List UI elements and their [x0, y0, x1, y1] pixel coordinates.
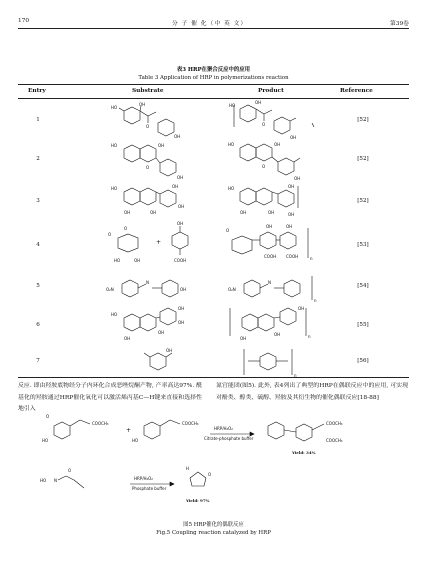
col-header-reference: Reference	[340, 88, 373, 94]
substrate-structure-5	[106, 272, 206, 306]
atom-label: OH	[288, 212, 295, 217]
atom-label: OH	[288, 184, 295, 189]
figure-caption-cn: 图5 HRP催化的偶联反应	[183, 522, 244, 528]
page-number: 170	[18, 18, 30, 24]
atom-label: O	[262, 164, 266, 169]
atom-label: HO	[132, 438, 139, 443]
subscript-n: n	[314, 298, 317, 303]
header-rule	[18, 28, 409, 29]
subscript-n: n	[294, 373, 297, 378]
atom-label: H	[186, 466, 190, 471]
atom-label: O	[208, 472, 212, 477]
atom-label: HO	[111, 143, 118, 148]
reference: [55]	[357, 322, 369, 328]
reagent-label: HRP/H₂O₂	[134, 476, 153, 481]
body-text-left: 反应. 即由羟胺底物经分子内环化合成恶唑烷酮产物, 产率高达97%. 酰基化的羟胺通过HRP催化氧化可以激活烯丙基C—H键来直接和选择性地引入	[18, 383, 202, 413]
atom-label: OH	[266, 224, 273, 229]
table-bottom-rule	[18, 377, 409, 378]
product-structure-7	[238, 345, 318, 385]
atom-label: OH	[178, 320, 185, 325]
atom-label: N	[54, 478, 57, 483]
reference: [52]	[357, 198, 369, 204]
atom-label: COOCH₃	[326, 438, 343, 443]
entry-number: 2	[36, 156, 40, 162]
entry-number: 6	[36, 322, 40, 328]
reagent-label: HRP/H₂O₂	[214, 426, 233, 431]
col-header-product: Product	[258, 88, 284, 94]
atom-label: HO	[229, 103, 236, 108]
atom-label: OH	[177, 175, 184, 180]
atom-label: OH	[158, 143, 165, 148]
reference: [54]	[357, 283, 369, 289]
atom-label: OH	[158, 330, 165, 335]
atom-label: O	[46, 414, 50, 419]
plus-sign: +	[156, 239, 162, 246]
atom-label: N	[146, 280, 149, 285]
atom-label: HO	[111, 312, 118, 317]
atom-label: OH	[180, 287, 187, 292]
entry-number: 1	[36, 117, 40, 123]
atom-label: HO	[114, 258, 121, 263]
atom-label: OH	[255, 100, 262, 105]
atom-label: COOH	[174, 258, 187, 263]
atom-label: OH	[139, 102, 146, 107]
atom-label: OH	[298, 306, 305, 311]
atom-label: HO	[228, 142, 235, 147]
entry-number: 7	[36, 358, 40, 364]
journal-name: 分 子 催 化（中 英 文）	[171, 21, 248, 27]
atom-label: OH	[124, 210, 131, 215]
atom-label: OH	[240, 336, 247, 341]
atom-label: OH	[172, 184, 179, 189]
volume-number: 第39卷	[390, 21, 409, 27]
buffer-label: Citrate-phosphate buffer	[204, 436, 254, 441]
substrate-structure-4	[104, 222, 204, 274]
subscript-n: n	[310, 256, 313, 261]
atom-label: OH	[286, 224, 293, 229]
atom-label: HO	[40, 478, 47, 483]
product-structure-6	[226, 302, 326, 350]
col-header-entry: Entry	[28, 88, 46, 94]
atom-label: OH	[166, 348, 173, 353]
atom-label: OH	[178, 306, 185, 311]
atom-label: OH	[274, 332, 281, 337]
atom-label: O	[226, 228, 230, 233]
table-header-rule	[18, 98, 409, 99]
atom-label: OH	[290, 135, 297, 140]
atom-label: COOCH₃	[182, 421, 199, 426]
body-text-right: 氮官能团(图5). 此外, 表4列出了典型的HRP在偶联反应中的应用, 可实现对酚类、醇类、硫醇、羟胺及其衍生物的催化偶联反应[18-88]	[216, 383, 408, 401]
atom-label: COOH	[264, 254, 277, 259]
atom-label: O	[262, 122, 266, 127]
atom-label: OH	[268, 210, 275, 215]
yield-label: Yield: 97%	[186, 498, 210, 503]
reference: [56]	[357, 358, 369, 364]
atom-label: COOCH₃	[326, 421, 343, 426]
atom-label: OH	[240, 210, 247, 215]
entry-number: 3	[36, 198, 40, 204]
reference: [52]	[357, 156, 369, 162]
atom-label: OH	[178, 204, 185, 209]
figure-caption-en: Fig.5 Coupling reaction catalyzed by HRP	[156, 530, 271, 536]
atom-label: HO	[111, 105, 118, 110]
atom-label: O₂N	[106, 287, 114, 292]
table-title-cn: 表3 HRP在聚合反应中的应用	[176, 67, 251, 73]
plus-sign: +	[126, 427, 132, 434]
atom-label: N	[268, 280, 271, 285]
entry-number: 4	[36, 242, 40, 248]
atom-label: O	[146, 124, 150, 129]
atom-label: O	[124, 226, 128, 231]
atom-label: OH	[134, 258, 141, 263]
atom-label: O	[146, 165, 150, 170]
table-top-rule	[18, 84, 409, 85]
reference: [53]	[357, 242, 369, 248]
atom-label: O	[68, 468, 72, 473]
atom-label: OH	[124, 336, 131, 341]
atom-label: OH	[177, 221, 184, 226]
yield-label: Yield: 34%	[292, 450, 316, 455]
buffer-label: Phosphate buffer	[132, 486, 167, 491]
atom-label: COOH	[286, 254, 299, 259]
atom-label: HO	[228, 186, 235, 191]
atom-label: HO	[111, 186, 118, 191]
atom-label: OH	[150, 210, 157, 215]
substrate-structure-2	[110, 139, 200, 185]
figure-5-scheme	[40, 408, 390, 518]
atom-label: O	[108, 232, 112, 237]
atom-label: HO	[42, 438, 49, 443]
col-header-substrate: Substrate	[132, 88, 164, 94]
entry-number: 5	[36, 283, 40, 289]
table-title-en: Table 3 Application of HRP in polymerizations reaction	[138, 75, 289, 81]
atom-label: OH	[294, 176, 301, 181]
atom-label: OH	[274, 142, 281, 147]
subscript-n: n	[308, 334, 311, 339]
atom-label: COOCH₃	[92, 421, 109, 426]
reference: [52]	[357, 117, 369, 123]
atom-label: OH	[174, 134, 181, 139]
substrate-structure-6	[110, 302, 200, 350]
product-structure-4	[224, 218, 324, 278]
atom-label: O₂N	[228, 287, 236, 292]
